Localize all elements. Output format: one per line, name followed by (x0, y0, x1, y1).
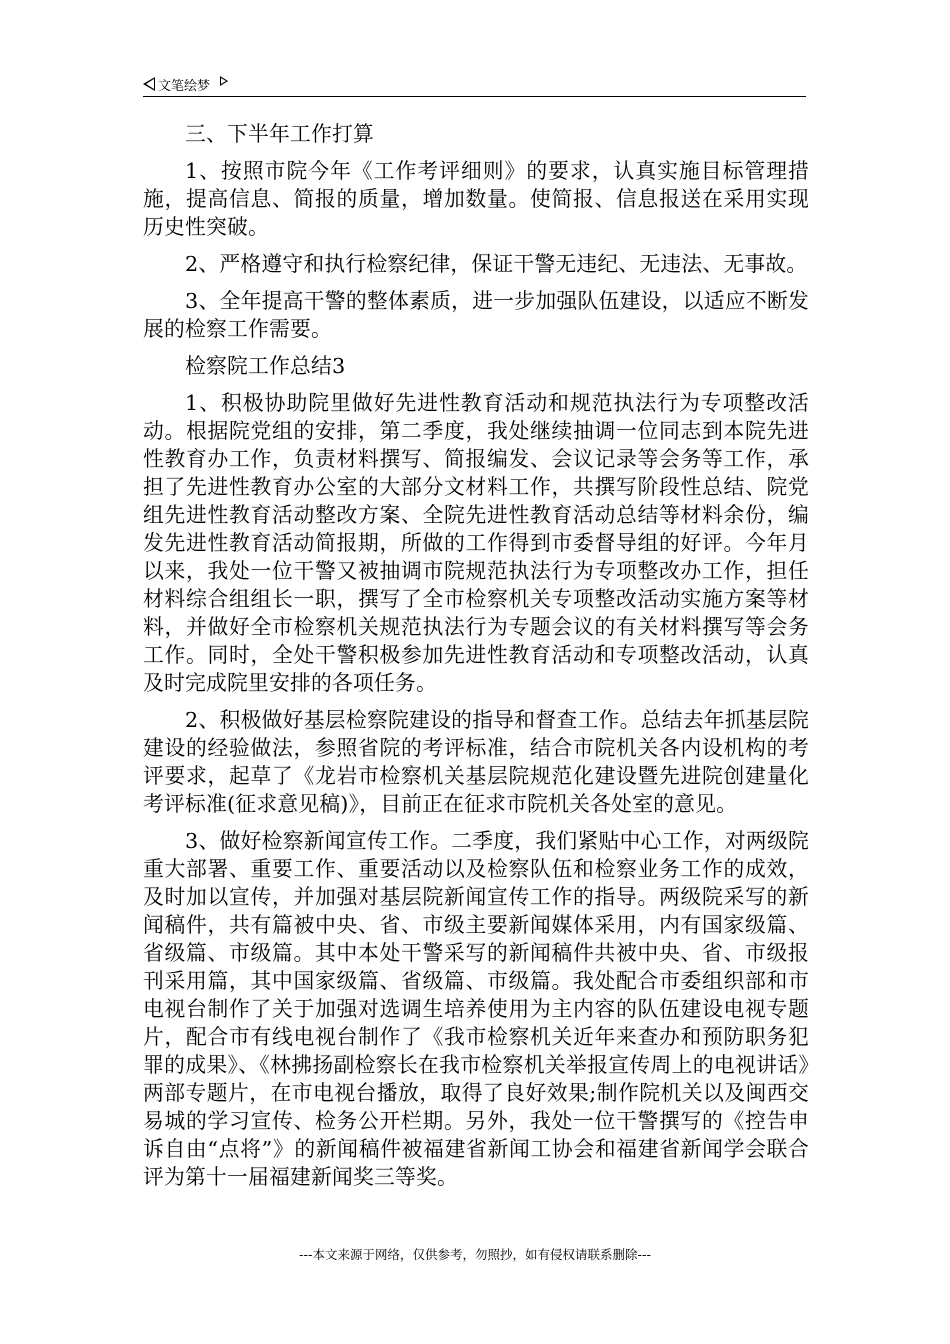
document-body (143, 120, 809, 1191)
header-brand (143, 75, 228, 94)
triangle-left-icon (143, 77, 155, 91)
paragraph-1: 1、按照市院今年《工作考评细则》的要求，认真实施目标管理措施，提高信息、简报的质量，增加数量。使简报、信息报送在采用实现历史性突破。 (143, 159, 809, 239)
paragraph-5: 2、积极做好基层检察院建设的指导和督查工作。总结去年抓基层院建设的经验做法，参照省院的考评标准，结合市院机关各内设机构的考评要求，起草了《龙岩市检察机关基层院规范化建设暨先进院创建量化考评标准(征求意见稿)》，目前正在征求市院机关各处室的意见。 (143, 708, 809, 816)
section-heading: 三、下半年工作打算 (185, 122, 374, 146)
header-brand-text: 文笔绘梦 (158, 78, 211, 94)
document-title: 检察院工作总结3 (185, 354, 346, 378)
triangle-right-icon (220, 76, 228, 86)
paragraph-2: 2、严格遵守和执行检察纪律，保证干警无违纪、无违法、无事故。 (185, 252, 808, 276)
page-footer: ---本文来源于网络，仅供参考，勿照抄，如有侵权请联系删除--- (298, 1247, 652, 1262)
paragraph-3: 3、全年提高干警的整体素质，进一步加强队伍建设，以适应不断发展的检察工作需要。 (143, 289, 809, 341)
paragraph-6: 3、做好检察新闻宣传工作。二季度，我们紧贴中心工作，对两级院重大部署、重要工作、重要活动以及检察队伍和检察业务工作的成效，及时加以宣传，并加强对基层院新闻宣传工作的指导。两级院采写的新闻稿件，共有篇被中央、省、市级主要新闻媒体采用，内有国家级篇、省级篇、市级篇。其中本处干警采写的新闻稿件共被中央、省、市级报刊采用篇，其中国家级篇、省级篇、市级篇。我处配合市委组织部和市电视台制作了关于加强对选调生培养使用为主内容的队伍建设电视专题片，配合市有线电视台制作了《我市检察机关近年来查办和预防职务犯罪的成果》、《林拂扬副检察长在我市检察机关举报宣传周上的电视讲话》两部专题片，在市电视台播放，取得了良好效果;制作院机关以及闽西交易城的学习宣传、检务公开栏期。另外，我处一位干警撰写的《控告申诉自由“点将”》的新闻稿件被福建省新闻工协会和福建省新闻学会联合评为第十一届福建新闻奖三等奖。 (143, 829, 809, 1189)
page-header (143, 72, 806, 97)
paragraph-4: 1、积极协助院里做好先进性教育活动和规范执法行为专项整改活动。根据院党组的安排，第二季度，我处继续抽调一位同志到本院先进性教育办工作，负责材料撰写、简报编发、会议记录等会务等工作，承担了先进性教育办公室的大部分文材料工作，共撰写阶段性总结、院党组先进性教育活动整改方案、全院先进性教育活动总结等材料余份，编发先进性教育活动简报期，所做的工作得到市委督导组的好评。今年月以来，我处一位干警又被抽调市院规范执法行为专项整改办工作，担任材料综合组组长一职，撰写了全市检察机关专项整改活动实施方案等材料，并做好全市检察机关规范执法行为专题会议的有关材料撰写等会务工作。同时，全处干警积极参加先进性教育活动和专项整改活动，认真及时完成院里安排的各项任务。 (143, 391, 809, 695)
